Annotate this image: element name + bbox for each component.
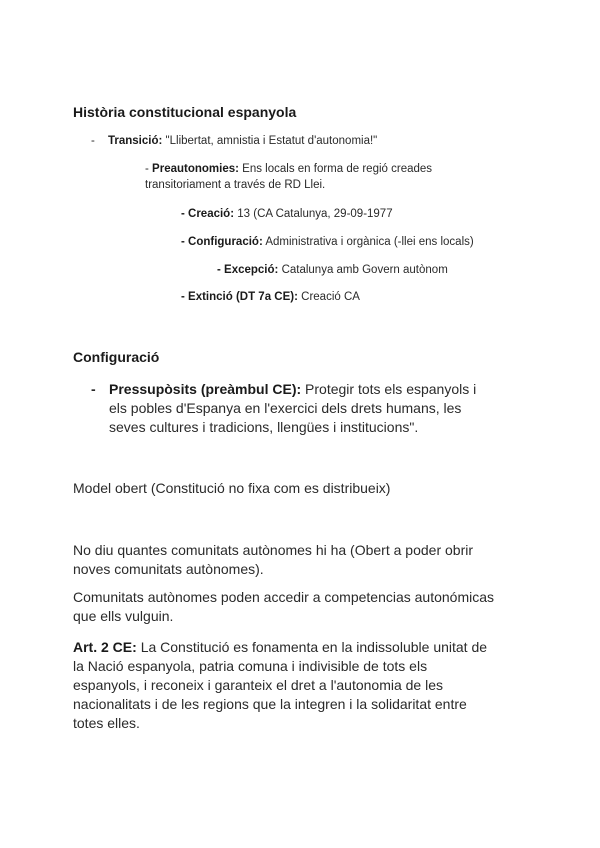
text-art2-line1: La Constitució es fonamenta en la indissoluble unitat de [140,639,488,655]
dash-preautonomies: - [145,163,149,175]
para-no-diu [73,541,543,579]
item-excepcio [217,264,448,276]
label-creacio: - Creació: [181,208,235,220]
label-pressuposits: Pressupòsits (preàmbul CE): [109,381,302,397]
text-excepcio: Catalunya amb Govern autònom [281,264,448,276]
text-model-obert: Model obert (Constitució no fixa com es distribueix) [73,480,391,496]
text-preautonomies-2: transitoriament a través de RD Llei. [145,179,326,191]
art2-line2: la Nació espanyola, patria comuna i indivisible de tots els [73,658,428,674]
label-transicio: Transició: [108,135,163,147]
item-pressuposits [109,380,509,437]
label-extincio: - Extinció (DT 7a CE): [181,291,298,303]
art2-line1 [73,638,543,657]
art2-line5: totes elles. [73,715,140,731]
item-creacio [181,208,393,220]
item-configuracio [181,236,474,248]
heading-configuracio: Configuració [73,349,160,365]
comunitats-line1: Comunitats autònomes poden accedir a competencias autonómicas [73,589,495,605]
para-comunitats [73,588,543,626]
label-configuracio: - Configuració: [181,236,263,248]
heading-historia: Història constitucional espanyola [73,104,297,120]
item-transicio [108,135,377,147]
item-extincio [181,291,360,303]
text-preautonomies: Ens locals en forma de regió creades [242,163,433,175]
bullet-transicio: - [91,135,95,147]
pressuposits-line2: els pobles d'Espanya en l'exercici dels drets humans, les [109,400,462,416]
art2-line3: espanyols, i reconeix i garanteix el dret a l'autonomia de les [73,677,443,693]
no-diu-line1: No diu quantes comunitats autònomes hi ha (Obert a poder obrir [73,542,474,558]
label-preautonomies: Preautonomies: [152,163,239,175]
text-pressuposits: Protegir tots els espanyols i [305,381,477,397]
item-preautonomies [145,163,432,175]
text-creacio: 13 (CA Catalunya, 29-09-1977 [237,208,393,220]
para-art2 [73,638,543,733]
no-diu-line2: noves comunitats autònomes). [73,561,264,577]
text-configuracio: Administrativa i orgànica (-llei ens locals) [265,236,474,248]
pressuposits-line3: seves cultures i tradicions, llengües i institucions". [109,419,419,435]
label-excepcio: - Excepció: [217,264,279,276]
label-art2: Art. 2 CE: [73,639,137,655]
text-extincio: Creació CA [301,291,360,303]
comunitats-line2: que ells vulguin. [73,608,174,624]
pressuposits-line1 [109,380,509,399]
bullet-pressuposits: - [91,381,96,397]
art2-line4: nacionalitats i de les regions que la integren i la solidaritat entre [73,696,467,712]
text-transicio: "Llibertat, amnistia i Estatut d'autonomia!" [165,135,378,147]
